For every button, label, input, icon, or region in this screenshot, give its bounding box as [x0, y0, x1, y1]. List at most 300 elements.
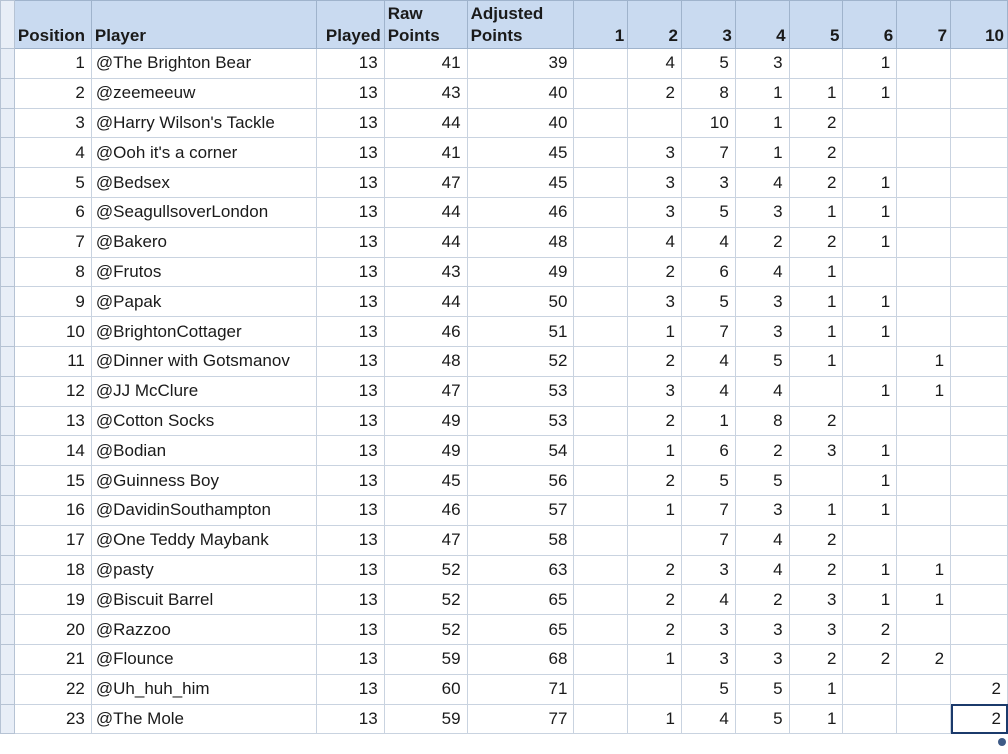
cell-col-1[interactable]	[574, 197, 628, 227]
cell-col-1[interactable]	[574, 346, 628, 376]
cell-played[interactable]: 13	[316, 615, 384, 645]
cell-col-7[interactable]: 1	[897, 346, 951, 376]
cell-col-2[interactable]	[628, 108, 682, 138]
cell-played[interactable]: 13	[316, 674, 384, 704]
cell-adjusted-points[interactable]: 56	[467, 466, 574, 496]
cell-col-5[interactable]: 2	[789, 138, 843, 168]
cell-col-7[interactable]	[897, 674, 951, 704]
cell-col-4[interactable]: 3	[735, 287, 789, 317]
cell-col-3[interactable]: 6	[681, 436, 735, 466]
header-col-6[interactable]: 6	[843, 1, 897, 49]
cell-player[interactable]: @The Brighton Bear	[91, 49, 316, 79]
cell-player[interactable]: @The Mole	[91, 704, 316, 734]
cell-raw-points[interactable]: 41	[384, 138, 467, 168]
cell-played[interactable]: 13	[316, 78, 384, 108]
cell-col-6[interactable]	[843, 704, 897, 734]
cell-col-10[interactable]	[951, 615, 1008, 645]
cell-col-6[interactable]: 1	[843, 555, 897, 585]
cell-col-10[interactable]: 2	[951, 674, 1008, 704]
cell-played[interactable]: 13	[316, 495, 384, 525]
cell-col-7[interactable]: 1	[897, 585, 951, 615]
selection-handle-bottom-right[interactable]	[998, 738, 1006, 746]
cell-adjusted-points[interactable]: 58	[467, 525, 574, 555]
header-col-5[interactable]: 5	[789, 1, 843, 49]
cell-raw-points[interactable]: 46	[384, 495, 467, 525]
cell-position[interactable]: 16	[14, 495, 91, 525]
cell-col-5[interactable]: 2	[789, 406, 843, 436]
cell-col-6[interactable]: 1	[843, 317, 897, 347]
cell-col-4[interactable]: 3	[735, 49, 789, 79]
cell-adjusted-points[interactable]: 40	[467, 108, 574, 138]
cell-raw-points[interactable]: 49	[384, 406, 467, 436]
row-header[interactable]	[1, 704, 15, 734]
row-header[interactable]	[1, 346, 15, 376]
cell-position[interactable]: 23	[14, 704, 91, 734]
cell-col-10[interactable]	[951, 317, 1008, 347]
cell-raw-points[interactable]: 48	[384, 346, 467, 376]
cell-col-5[interactable]: 1	[789, 674, 843, 704]
cell-col-3[interactable]: 7	[681, 525, 735, 555]
cell-col-1[interactable]	[574, 287, 628, 317]
cell-col-5[interactable]	[789, 49, 843, 79]
cell-adjusted-points[interactable]: 65	[467, 615, 574, 645]
cell-raw-points[interactable]: 52	[384, 615, 467, 645]
cell-col-10[interactable]	[951, 644, 1008, 674]
cell-played[interactable]: 13	[316, 585, 384, 615]
cell-position[interactable]: 18	[14, 555, 91, 585]
cell-player[interactable]: @pasty	[91, 555, 316, 585]
cell-position[interactable]: 6	[14, 197, 91, 227]
cell-col-1[interactable]	[574, 78, 628, 108]
cell-col-2[interactable]: 2	[628, 78, 682, 108]
cell-position[interactable]: 2	[14, 78, 91, 108]
cell-col-1[interactable]	[574, 555, 628, 585]
cell-played[interactable]: 13	[316, 525, 384, 555]
cell-col-3[interactable]: 3	[681, 644, 735, 674]
cell-col-2[interactable]: 3	[628, 168, 682, 198]
cell-col-7[interactable]	[897, 436, 951, 466]
cell-col-3[interactable]: 5	[681, 674, 735, 704]
cell-col-4[interactable]: 4	[735, 257, 789, 287]
cell-col-2[interactable]: 2	[628, 585, 682, 615]
cell-col-1[interactable]	[574, 644, 628, 674]
cell-played[interactable]: 13	[316, 376, 384, 406]
cell-col-5[interactable]: 3	[789, 585, 843, 615]
cell-player[interactable]: @Harry Wilson's Tackle	[91, 108, 316, 138]
cell-raw-points[interactable]: 47	[384, 525, 467, 555]
cell-raw-points[interactable]: 44	[384, 287, 467, 317]
cell-col-2[interactable]: 2	[628, 615, 682, 645]
cell-col-4[interactable]: 5	[735, 674, 789, 704]
cell-col-4[interactable]: 3	[735, 644, 789, 674]
cell-col-2[interactable]: 2	[628, 466, 682, 496]
cell-position[interactable]: 19	[14, 585, 91, 615]
cell-col-6[interactable]: 1	[843, 197, 897, 227]
cell-col-6[interactable]: 1	[843, 585, 897, 615]
cell-raw-points[interactable]: 47	[384, 168, 467, 198]
header-raw-points[interactable]	[384, 1, 467, 49]
cell-col-10[interactable]	[951, 346, 1008, 376]
cell-col-7[interactable]	[897, 495, 951, 525]
cell-col-5[interactable]: 2	[789, 555, 843, 585]
cell-position[interactable]: 8	[14, 257, 91, 287]
cell-col-3[interactable]: 4	[681, 704, 735, 734]
cell-col-5[interactable]: 1	[789, 317, 843, 347]
cell-adjusted-points[interactable]: 54	[467, 436, 574, 466]
cell-col-10[interactable]	[951, 376, 1008, 406]
header-col-10[interactable]: 10	[951, 1, 1008, 49]
cell-position[interactable]: 1	[14, 49, 91, 79]
cell-raw-points[interactable]: 44	[384, 227, 467, 257]
cell-col-10[interactable]	[951, 406, 1008, 436]
cell-col-3[interactable]: 1	[681, 406, 735, 436]
cell-raw-points[interactable]: 46	[384, 317, 467, 347]
cell-col-7[interactable]	[897, 168, 951, 198]
cell-raw-points[interactable]: 44	[384, 197, 467, 227]
cell-adjusted-points[interactable]: 53	[467, 376, 574, 406]
cell-col-6[interactable]: 1	[843, 436, 897, 466]
cell-col-4[interactable]: 4	[735, 376, 789, 406]
cell-player[interactable]: @Cotton Socks	[91, 406, 316, 436]
cell-col-2[interactable]: 1	[628, 495, 682, 525]
cell-played[interactable]: 13	[316, 138, 384, 168]
cell-player[interactable]: @BrightonCottager	[91, 317, 316, 347]
cell-col-7[interactable]	[897, 287, 951, 317]
cell-col-10[interactable]	[951, 138, 1008, 168]
cell-col-2[interactable]: 2	[628, 555, 682, 585]
cell-adjusted-points[interactable]: 51	[467, 317, 574, 347]
header-player[interactable]: Player	[91, 1, 316, 49]
cell-col-2[interactable]: 2	[628, 406, 682, 436]
cell-col-1[interactable]	[574, 585, 628, 615]
row-header[interactable]	[1, 674, 15, 704]
row-header-corner[interactable]	[1, 1, 15, 49]
cell-col-2[interactable]: 2	[628, 346, 682, 376]
cell-adjusted-points[interactable]: 40	[467, 78, 574, 108]
cell-col-3[interactable]: 3	[681, 555, 735, 585]
header-col-2[interactable]: 2	[628, 1, 682, 49]
cell-col-5[interactable]: 1	[789, 78, 843, 108]
cell-col-3[interactable]: 7	[681, 495, 735, 525]
cell-position[interactable]: 11	[14, 346, 91, 376]
cell-col-6[interactable]: 1	[843, 49, 897, 79]
cell-col-7[interactable]	[897, 704, 951, 734]
cell-col-10[interactable]	[951, 227, 1008, 257]
cell-col-5[interactable]: 1	[789, 495, 843, 525]
cell-col-7[interactable]	[897, 317, 951, 347]
cell-col-2[interactable]: 4	[628, 49, 682, 79]
cell-col-2[interactable]: 3	[628, 138, 682, 168]
cell-col-4[interactable]: 1	[735, 78, 789, 108]
cell-played[interactable]: 13	[316, 346, 384, 376]
row-header[interactable]	[1, 257, 15, 287]
cell-position[interactable]: 14	[14, 436, 91, 466]
cell-col-1[interactable]	[574, 317, 628, 347]
cell-col-3[interactable]: 3	[681, 615, 735, 645]
cell-adjusted-points[interactable]: 65	[467, 585, 574, 615]
cell-col-3[interactable]: 5	[681, 197, 735, 227]
cell-col-4[interactable]: 1	[735, 138, 789, 168]
cell-played[interactable]: 13	[316, 466, 384, 496]
cell-col-6[interactable]: 1	[843, 466, 897, 496]
cell-adjusted-points[interactable]: 57	[467, 495, 574, 525]
cell-col-10[interactable]	[951, 555, 1008, 585]
cell-col-3[interactable]: 4	[681, 227, 735, 257]
cell-col-2[interactable]	[628, 525, 682, 555]
cell-col-7[interactable]	[897, 257, 951, 287]
cell-adjusted-points[interactable]: 46	[467, 197, 574, 227]
cell-raw-points[interactable]: 45	[384, 466, 467, 496]
cell-col-5[interactable]: 1	[789, 704, 843, 734]
row-header[interactable]	[1, 317, 15, 347]
cell-adjusted-points[interactable]: 71	[467, 674, 574, 704]
cell-col-7[interactable]	[897, 227, 951, 257]
cell-played[interactable]: 13	[316, 257, 384, 287]
cell-col-6[interactable]: 2	[843, 615, 897, 645]
cell-adjusted-points[interactable]: 52	[467, 346, 574, 376]
cell-adjusted-points[interactable]: 53	[467, 406, 574, 436]
cell-position[interactable]: 22	[14, 674, 91, 704]
cell-col-10[interactable]	[951, 197, 1008, 227]
cell-played[interactable]: 13	[316, 108, 384, 138]
row-header[interactable]	[1, 436, 15, 466]
cell-raw-points[interactable]: 59	[384, 644, 467, 674]
cell-col-10[interactable]	[951, 108, 1008, 138]
cell-player[interactable]: @Guinness Boy	[91, 466, 316, 496]
cell-col-2[interactable]: 2	[628, 257, 682, 287]
row-header[interactable]	[1, 555, 15, 585]
cell-position[interactable]: 12	[14, 376, 91, 406]
cell-col-1[interactable]	[574, 615, 628, 645]
cell-col-6[interactable]	[843, 525, 897, 555]
cell-col-6[interactable]	[843, 674, 897, 704]
cell-col-6[interactable]: 1	[843, 287, 897, 317]
cell-col-6[interactable]	[843, 406, 897, 436]
row-header[interactable]	[1, 78, 15, 108]
cell-col-1[interactable]	[574, 49, 628, 79]
cell-col-1[interactable]	[574, 406, 628, 436]
cell-col-4[interactable]: 3	[735, 197, 789, 227]
cell-col-7[interactable]	[897, 197, 951, 227]
cell-col-1[interactable]	[574, 227, 628, 257]
cell-played[interactable]: 13	[316, 227, 384, 257]
cell-position[interactable]: 15	[14, 466, 91, 496]
cell-col-3[interactable]: 7	[681, 317, 735, 347]
header-col-4[interactable]: 4	[735, 1, 789, 49]
row-header[interactable]	[1, 138, 15, 168]
cell-col-2[interactable]: 1	[628, 644, 682, 674]
cell-col-10[interactable]	[951, 168, 1008, 198]
cell-adjusted-points[interactable]: 49	[467, 257, 574, 287]
cell-raw-points[interactable]: 52	[384, 585, 467, 615]
cell-col-1[interactable]	[574, 168, 628, 198]
cell-col-3[interactable]: 4	[681, 346, 735, 376]
row-header[interactable]	[1, 227, 15, 257]
cell-col-7[interactable]	[897, 466, 951, 496]
cell-col-3[interactable]: 5	[681, 49, 735, 79]
cell-col-6[interactable]: 1	[843, 78, 897, 108]
cell-col-4[interactable]: 2	[735, 585, 789, 615]
header-played[interactable]: Played	[316, 1, 384, 49]
cell-position[interactable]: 20	[14, 615, 91, 645]
cell-col-10[interactable]	[951, 466, 1008, 496]
cell-position[interactable]: 10	[14, 317, 91, 347]
cell-played[interactable]: 13	[316, 168, 384, 198]
cell-col-6[interactable]: 1	[843, 495, 897, 525]
cell-played[interactable]: 13	[316, 287, 384, 317]
cell-col-3[interactable]: 4	[681, 376, 735, 406]
cell-col-7[interactable]: 1	[897, 376, 951, 406]
cell-position[interactable]: 4	[14, 138, 91, 168]
cell-col-5[interactable]: 1	[789, 287, 843, 317]
cell-player[interactable]: @zeemeeuw	[91, 78, 316, 108]
cell-col-3[interactable]: 10	[681, 108, 735, 138]
row-header[interactable]	[1, 168, 15, 198]
cell-player[interactable]: @Bodian	[91, 436, 316, 466]
cell-player[interactable]: @Biscuit Barrel	[91, 585, 316, 615]
row-header[interactable]	[1, 585, 15, 615]
cell-col-6[interactable]: 1	[843, 376, 897, 406]
cell-col-4[interactable]: 1	[735, 108, 789, 138]
cell-col-10[interactable]	[951, 436, 1008, 466]
cell-player[interactable]: @JJ McClure	[91, 376, 316, 406]
cell-col-7[interactable]	[897, 78, 951, 108]
cell-col-3[interactable]: 3	[681, 168, 735, 198]
cell-col-7[interactable]	[897, 406, 951, 436]
cell-col-10[interactable]: 2	[951, 704, 1008, 734]
cell-position[interactable]: 7	[14, 227, 91, 257]
cell-adjusted-points[interactable]: 68	[467, 644, 574, 674]
cell-raw-points[interactable]: 59	[384, 704, 467, 734]
row-header[interactable]	[1, 406, 15, 436]
cell-col-4[interactable]: 4	[735, 555, 789, 585]
cell-col-2[interactable]	[628, 674, 682, 704]
cell-player[interactable]: @Frutos	[91, 257, 316, 287]
header-col-7[interactable]: 7	[897, 1, 951, 49]
cell-position[interactable]: 21	[14, 644, 91, 674]
cell-col-1[interactable]	[574, 466, 628, 496]
cell-col-4[interactable]: 3	[735, 615, 789, 645]
cell-player[interactable]: @One Teddy Maybank	[91, 525, 316, 555]
cell-position[interactable]: 5	[14, 168, 91, 198]
cell-player[interactable]: @Bedsex	[91, 168, 316, 198]
cell-col-1[interactable]	[574, 525, 628, 555]
cell-played[interactable]: 13	[316, 197, 384, 227]
cell-raw-points[interactable]: 41	[384, 49, 467, 79]
cell-col-4[interactable]: 5	[735, 466, 789, 496]
cell-col-3[interactable]: 8	[681, 78, 735, 108]
cell-adjusted-points[interactable]: 45	[467, 138, 574, 168]
cell-col-5[interactable]	[789, 466, 843, 496]
cell-player[interactable]: @Ooh it's a corner	[91, 138, 316, 168]
cell-col-10[interactable]	[951, 49, 1008, 79]
cell-col-10[interactable]	[951, 525, 1008, 555]
cell-raw-points[interactable]: 44	[384, 108, 467, 138]
row-header[interactable]	[1, 108, 15, 138]
cell-col-4[interactable]: 3	[735, 495, 789, 525]
cell-raw-points[interactable]: 52	[384, 555, 467, 585]
cell-player[interactable]: @Flounce	[91, 644, 316, 674]
cell-player[interactable]: @Papak	[91, 287, 316, 317]
cell-col-6[interactable]	[843, 108, 897, 138]
header-col-3[interactable]: 3	[681, 1, 735, 49]
cell-col-7[interactable]	[897, 615, 951, 645]
cell-col-4[interactable]: 4	[735, 168, 789, 198]
cell-col-2[interactable]: 3	[628, 376, 682, 406]
cell-col-6[interactable]: 1	[843, 227, 897, 257]
row-header[interactable]	[1, 376, 15, 406]
cell-player[interactable]: @Uh_huh_him	[91, 674, 316, 704]
cell-col-6[interactable]: 1	[843, 168, 897, 198]
cell-player[interactable]: @SeagullsoverLondon	[91, 197, 316, 227]
cell-col-1[interactable]	[574, 257, 628, 287]
row-header[interactable]	[1, 644, 15, 674]
cell-col-2[interactable]: 1	[628, 317, 682, 347]
cell-col-10[interactable]	[951, 585, 1008, 615]
cell-col-10[interactable]	[951, 78, 1008, 108]
cell-col-4[interactable]: 8	[735, 406, 789, 436]
cell-col-5[interactable]: 3	[789, 436, 843, 466]
cell-col-10[interactable]	[951, 495, 1008, 525]
cell-raw-points[interactable]: 49	[384, 436, 467, 466]
cell-played[interactable]: 13	[316, 49, 384, 79]
cell-col-5[interactable]: 2	[789, 168, 843, 198]
cell-col-5[interactable]: 3	[789, 615, 843, 645]
cell-col-7[interactable]	[897, 138, 951, 168]
cell-played[interactable]: 13	[316, 555, 384, 585]
cell-player[interactable]: @DavidinSouthampton	[91, 495, 316, 525]
cell-adjusted-points[interactable]: 45	[467, 168, 574, 198]
cell-raw-points[interactable]: 43	[384, 78, 467, 108]
cell-col-4[interactable]: 5	[735, 346, 789, 376]
cell-col-5[interactable]: 2	[789, 525, 843, 555]
header-adjusted-points[interactable]	[467, 1, 574, 49]
row-header[interactable]	[1, 49, 15, 79]
cell-col-1[interactable]	[574, 436, 628, 466]
cell-col-3[interactable]: 4	[681, 585, 735, 615]
cell-col-3[interactable]: 5	[681, 287, 735, 317]
cell-col-6[interactable]	[843, 346, 897, 376]
cell-raw-points[interactable]: 47	[384, 376, 467, 406]
cell-played[interactable]: 13	[316, 406, 384, 436]
cell-col-10[interactable]	[951, 287, 1008, 317]
cell-col-1[interactable]	[574, 138, 628, 168]
cell-col-4[interactable]: 3	[735, 317, 789, 347]
row-header[interactable]	[1, 466, 15, 496]
cell-adjusted-points[interactable]: 39	[467, 49, 574, 79]
header-col-1[interactable]: 1	[574, 1, 628, 49]
cell-col-3[interactable]: 5	[681, 466, 735, 496]
cell-col-6[interactable]	[843, 138, 897, 168]
cell-col-10[interactable]	[951, 257, 1008, 287]
cell-position[interactable]: 3	[14, 108, 91, 138]
cell-col-6[interactable]	[843, 257, 897, 287]
cell-col-7[interactable]	[897, 108, 951, 138]
row-header[interactable]	[1, 287, 15, 317]
cell-col-1[interactable]	[574, 704, 628, 734]
cell-col-5[interactable]: 2	[789, 108, 843, 138]
cell-played[interactable]: 13	[316, 644, 384, 674]
cell-position[interactable]: 17	[14, 525, 91, 555]
cell-col-1[interactable]	[574, 108, 628, 138]
cell-col-1[interactable]	[574, 376, 628, 406]
cell-position[interactable]: 13	[14, 406, 91, 436]
cell-col-2[interactable]: 1	[628, 436, 682, 466]
cell-col-2[interactable]: 4	[628, 227, 682, 257]
cell-col-4[interactable]: 5	[735, 704, 789, 734]
cell-player[interactable]: @Dinner with Gotsmanov	[91, 346, 316, 376]
cell-col-5[interactable]: 1	[789, 346, 843, 376]
